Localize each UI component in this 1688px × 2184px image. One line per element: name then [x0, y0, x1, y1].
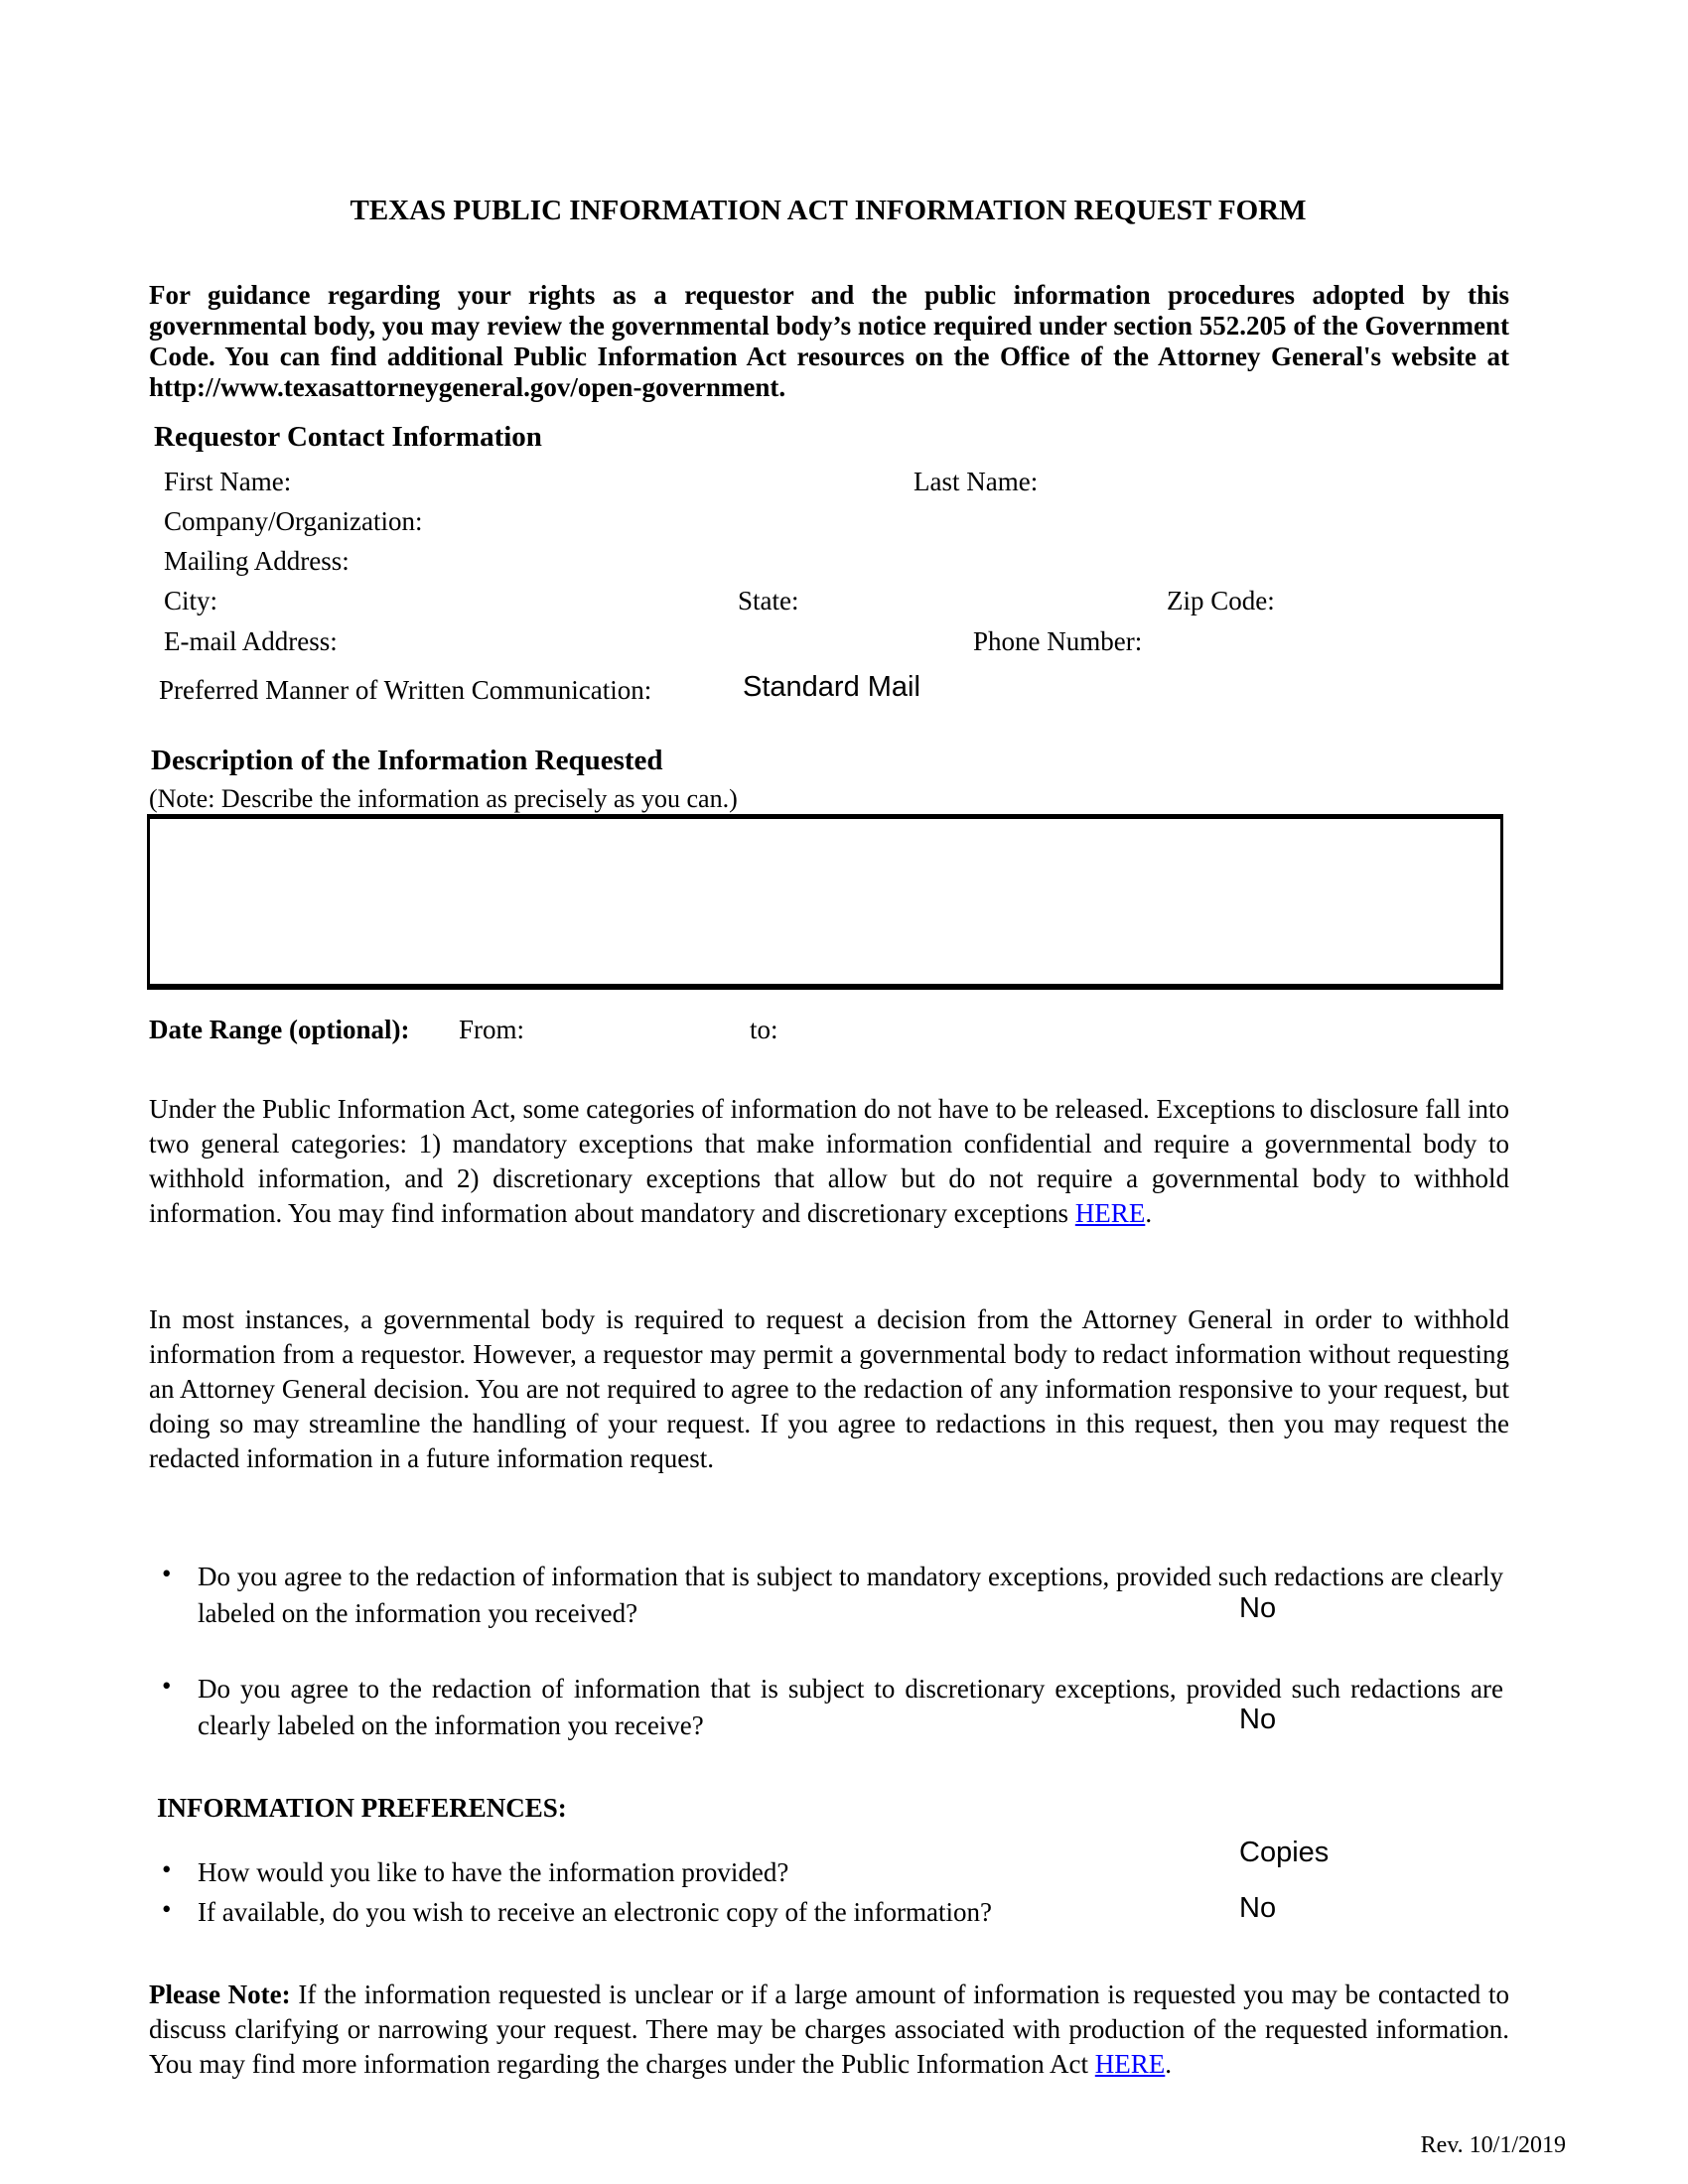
date-from-label: From: — [459, 1015, 525, 1044]
form-title: TEXAS PUBLIC INFORMATION ACT INFORMATION REQUEST FORM — [350, 195, 1307, 226]
revision-date: Rev. 10/1/2019 — [1420, 2132, 1566, 2158]
please-note-text: If the information requested is unclear or if a large amount of information is requested you may be contacted to discuss clarifying or narrowing your request. There may be charges associated with production of the requested information. You may find more information regarding the charges under the Public Information Act — [149, 1979, 1510, 2079]
company-organization-label: Company/Organization: — [164, 506, 423, 536]
provide-method-question-text: How would you like to have the information provided? — [198, 1857, 789, 1887]
last-name-label: Last Name: — [914, 467, 1039, 496]
intro-paragraph: For guidance regarding your rights as a requestor and the public information procedures adopted by this governmental body, you may review the governmental body’s notice required under section 552.205 of the Government Code. You can find additional Public Information Act resources on the Office of the Attorney General's website at http://www.texasattorneygeneral.gov/open-government. — [149, 280, 1509, 402]
phone-number-label: Phone Number: — [973, 626, 1143, 656]
date-to-label: to: — [750, 1015, 778, 1044]
zip-code-label: Zip Code: — [1167, 586, 1275, 615]
electronic-copy-question — [149, 1894, 1509, 1931]
date-range-label: Date Range (optional): — [149, 1015, 410, 1044]
mandatory-redaction-question-text: Do you agree to the redaction of information that is subject to mandatory exceptions, provided such redactions are clearly labeled on the information you received? — [198, 1562, 1503, 1628]
exceptions-paragraph-text: Under the Public Information Act, some categories of information do not have to be released. Exceptions to disclosure fall into two general categories: 1) mandatory exceptions that make information confidential and require a governmental body to withhold information, and 2) discretionary exceptions that allow but do not require a governmental body to withhold information. You may find information about mandatory and discretionary exceptions — [149, 1094, 1509, 1228]
description-input-box[interactable] — [147, 814, 1503, 990]
redaction-paragraph: In most instances, a governmental body is required to request a decision from the Attorney General in order to withhold information from a requestor. However, a requestor may permit a governmental body to redact information without requesting an Attorney General decision. You are not required to agree to the redaction of any information responsive to your request, but doing so may streamline the handling of your request. If you agree to redactions in this request, then you may request the redacted information in a future information request. — [149, 1304, 1509, 1473]
discretionary-redaction-question — [149, 1671, 1509, 1744]
preferred-communication-value[interactable]: Standard Mail — [743, 671, 920, 703]
please-note-label: Please Note: — [149, 1979, 291, 2009]
description-section-heading: Description of the Information Requested — [151, 745, 663, 776]
description-note: (Note: Describe the information as precisely as you can.) — [149, 784, 738, 813]
electronic-copy-answer[interactable]: No — [1239, 1892, 1277, 1924]
electronic-copy-question-text: If available, do you wish to receive an electronic copy of the information? — [198, 1897, 992, 1927]
bullet-icon: • — [162, 1671, 172, 1701]
contact-section-heading: Requestor Contact Information — [154, 421, 542, 453]
exceptions-paragraph — [149, 1092, 1509, 1231]
discretionary-redaction-question-text: Do you agree to the redaction of information that is subject to discretionary exceptions, provided such redactions are clearly labeled on the information you receive? — [198, 1674, 1503, 1740]
email-address-label: E-mail Address: — [164, 626, 338, 656]
information-preferences-heading: INFORMATION PREFERENCES: — [157, 1793, 567, 1823]
state-label: State: — [738, 586, 799, 615]
bullet-icon: • — [162, 1854, 172, 1884]
city-label: City: — [164, 586, 218, 615]
mailing-address-label: Mailing Address: — [164, 546, 350, 576]
please-note-paragraph — [149, 1978, 1509, 2082]
discretionary-redaction-answer[interactable]: No — [1239, 1704, 1277, 1735]
exceptions-paragraph-period: . — [1145, 1198, 1153, 1228]
first-name-label: First Name: — [164, 467, 292, 496]
bullet-icon: • — [162, 1559, 172, 1588]
mandatory-redaction-question — [149, 1559, 1509, 1632]
preferred-communication-label: Preferred Manner of Written Communication: — [159, 675, 652, 705]
bullet-icon: • — [162, 1894, 172, 1924]
please-note-period: . — [1165, 2049, 1173, 2079]
provide-method-answer[interactable]: Copies — [1239, 1837, 1330, 1868]
charges-here-link[interactable]: HERE — [1094, 2049, 1166, 2079]
mandatory-redaction-answer[interactable]: No — [1239, 1592, 1277, 1624]
exceptions-here-link[interactable]: HERE — [1074, 1198, 1146, 1228]
